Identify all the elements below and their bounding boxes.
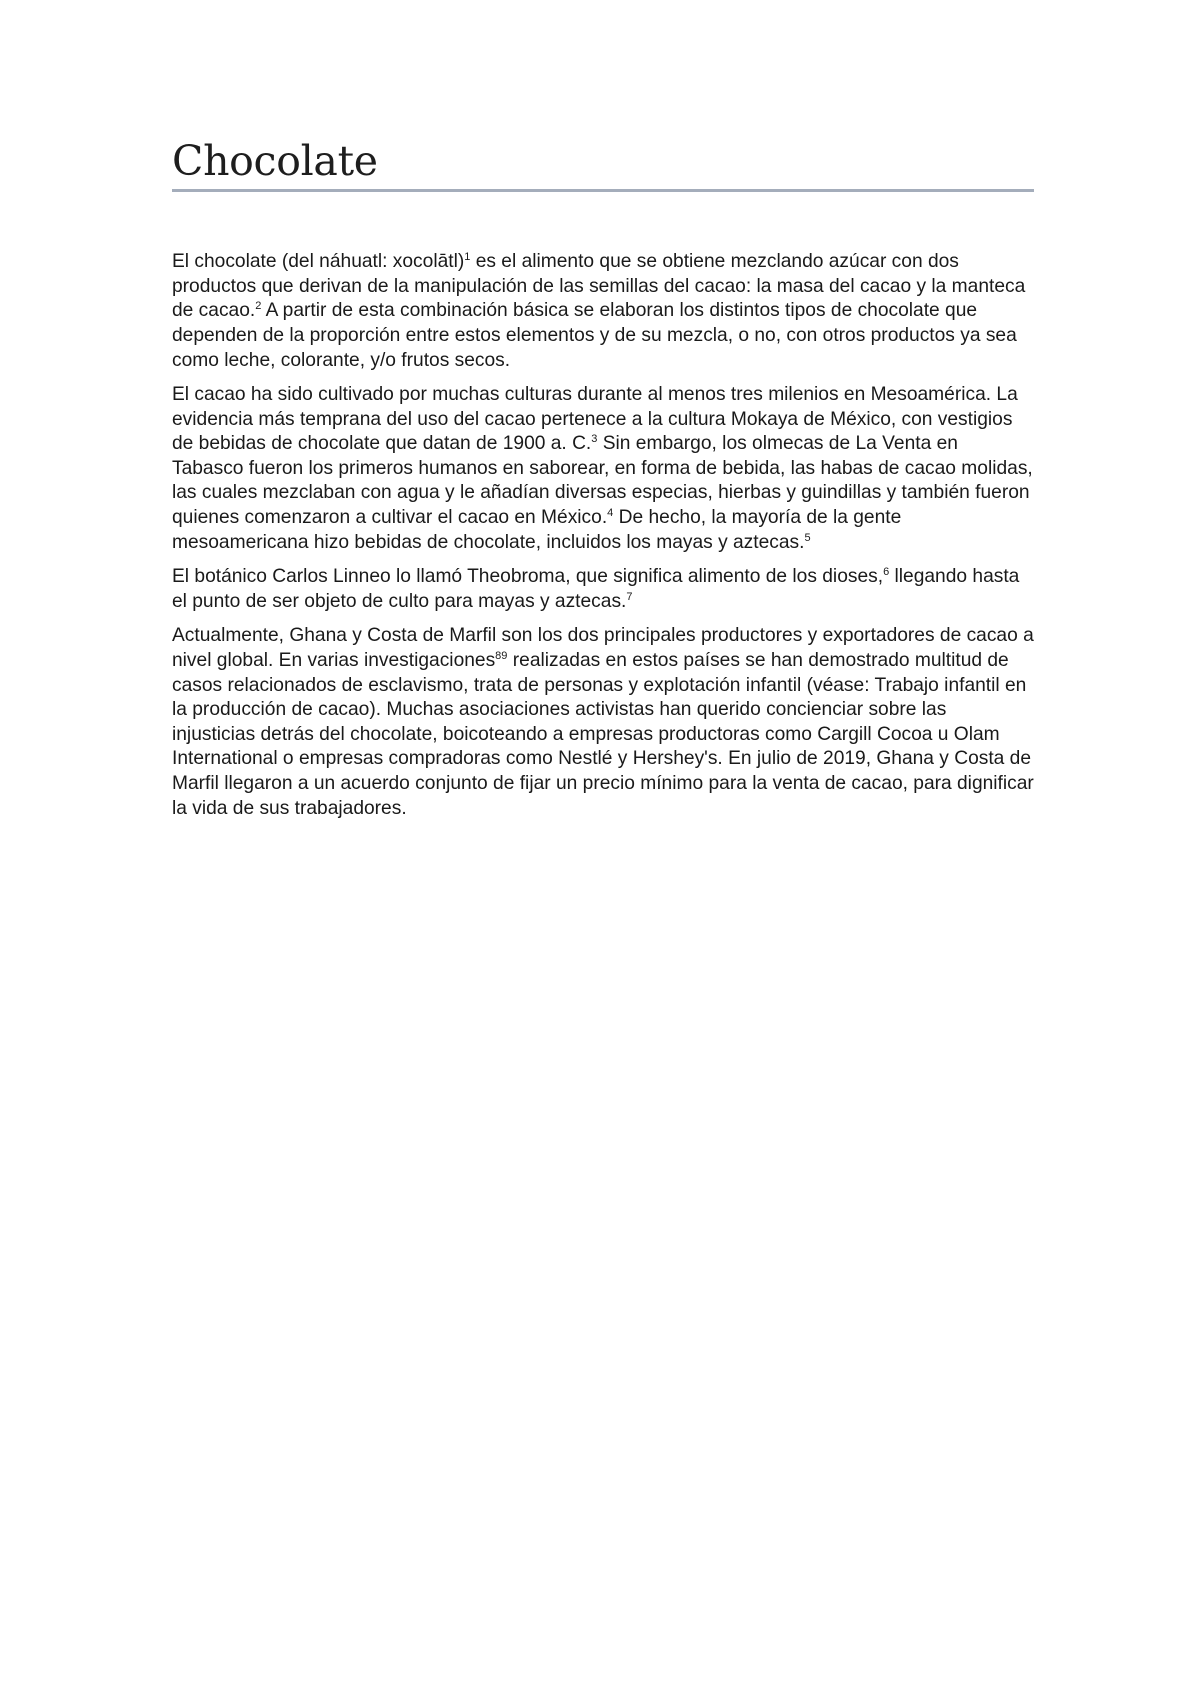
title-underline-divider bbox=[172, 189, 1034, 192]
paragraph-4 bbox=[172, 624, 1034, 821]
paragraph-text: A partir de esta combinación básica se elaboran los distintos tipos de chocolate que dependen de la proporción entre estos elementos y de su mezcla, o no, con otros productos ya sea como leche, colorante, y/o frutos secos. bbox=[172, 300, 1017, 371]
footnote-ref-8-9[interactable]: 89 bbox=[495, 650, 508, 663]
footnote-ref-6[interactable]: 6 bbox=[883, 566, 890, 579]
footnote-ref-7[interactable]: 7 bbox=[626, 590, 633, 603]
paragraph-text: realizadas en estos países se han demostrado multitud de casos relacionados de esclavismo, trata de personas y explotación infantil (véase: Trabajo infantil en la producción de cacao). Muchas asociaciones activistas han querido concienciar sobre las injusticias detrás del chocolate, boicoteando a empresas productoras como Cargill Cocoa u Olam International o empresas compradoras como Nestlé y Hershey's. En julio de 2019, Ghana y Costa de Marfil llegaron a un acuerdo conjunto de fijar un precio mínimo para la venta de cacao, para dignificar la vida de sus trabajadores. bbox=[172, 650, 1034, 819]
paragraph-text: El cacao ha sido cultivado por muchas culturas durante al menos tres milenios en Mesoamérica. La evidencia más temprana del uso del cacao pertenece a la cultura Mokaya de México, con vestigios de bebidas de chocolate que datan de 1900 a. C. bbox=[172, 384, 1018, 455]
paragraph-text: El chocolate (del náhuatl: xocolātl) bbox=[172, 251, 465, 273]
paragraph-text: Sin embargo, los olmecas de La Venta en Tabasco fueron los primeros humanos en saborear, en forma de bebida, las habas de cacao molidas, las cuales mezclaban con agua y le añadían diversas especias, hierbas y guindillas y también fueron quienes comenzaron a cultivar el cacao en México. bbox=[172, 433, 1033, 529]
paragraph-text: llegando hasta el punto de ser objeto de culto para mayas y aztecas. bbox=[172, 566, 1020, 612]
paragraph-text: De hecho, la mayoría de la gente mesoamericana hizo bebidas de chocolate, incluidos los mayas y aztecas. bbox=[172, 507, 902, 553]
document-body bbox=[172, 138, 1034, 831]
paragraph-text: es el alimento que se obtiene mezclando azúcar con dos productos que derivan de la manipulación de las semillas del cacao: la masa del cacao y la manteca de cacao. bbox=[172, 251, 1026, 322]
paragraph-text: El botánico Carlos Linneo lo llamó Theobroma, que significa alimento de los dioses, bbox=[172, 566, 884, 588]
footnote-ref-3[interactable]: 3 bbox=[591, 433, 598, 446]
footnote-ref-1[interactable]: 1 bbox=[464, 251, 471, 264]
footnote-ref-5[interactable]: 5 bbox=[804, 531, 811, 544]
page-title: Chocolate bbox=[172, 137, 378, 185]
paragraph-text: Actualmente, Ghana y Costa de Marfil son los dos principales productores y exportadores de cacao a nivel global. En varias investigaciones bbox=[172, 625, 1034, 672]
paragraph-2 bbox=[172, 383, 1034, 555]
footnote-ref-2[interactable]: 2 bbox=[255, 300, 262, 313]
paragraph-3 bbox=[172, 565, 1034, 614]
paragraph-1 bbox=[172, 250, 1034, 373]
footnote-ref-4[interactable]: 4 bbox=[607, 507, 614, 520]
